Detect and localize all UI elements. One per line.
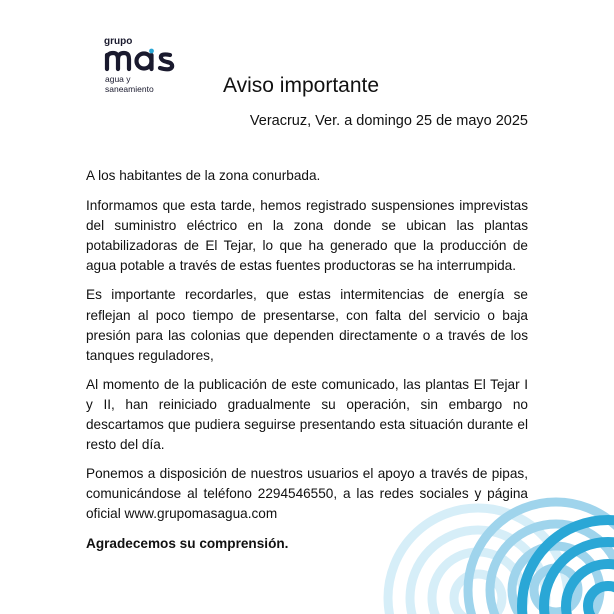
mas-wordmark-icon (104, 47, 184, 73)
paragraph-3: Al momento de la publicación de este comunicado, las plantas El Tejar I y II, han reiniciado gradualmente su operación, sin embargo no descartamos que pudiera seguirse presentando esta situación durante el resto del día. (86, 376, 528, 453)
grupo-mas-logo (104, 36, 188, 96)
greeting: A los habitantes de la zona conurbada. (86, 168, 321, 183)
paragraph-1: Informamos que esta tarde, hemos registrado suspensiones imprevistas del suministro eléctrico en la zona donde se ubican las plantas potabilizadoras de El Tejar, lo que ha generado que la producción de agua potable a través de estas fuentes productoras se ha interrumpida. (86, 198, 528, 274)
paragraph-2: Es importante recordarles, que estas intermitencias de energía se reflejan al poco tiempo de presentarse, con falta del servicio o baja presión para las colonias que dependen directamente o a través de los tanques reguladores, (86, 287, 528, 363)
logo-tagline: agua y saneamiento (105, 74, 154, 94)
logo-grupo-text: grupo (104, 36, 133, 47)
dateline: Veracruz, Ver. a domingo 25 de mayo 2025 (249, 113, 528, 129)
page-title: Aviso importante (223, 74, 380, 97)
closing-line: Agradecemos su comprensión. (86, 535, 289, 551)
paragraph-4: Ponemos a disposición de nuestros usuarios el apoyo a través de pipas, comunicándose al teléfono 2294546550, a las redes sociales y página oficial www.grupomasagua.com (86, 466, 528, 522)
notice-body (86, 166, 528, 563)
